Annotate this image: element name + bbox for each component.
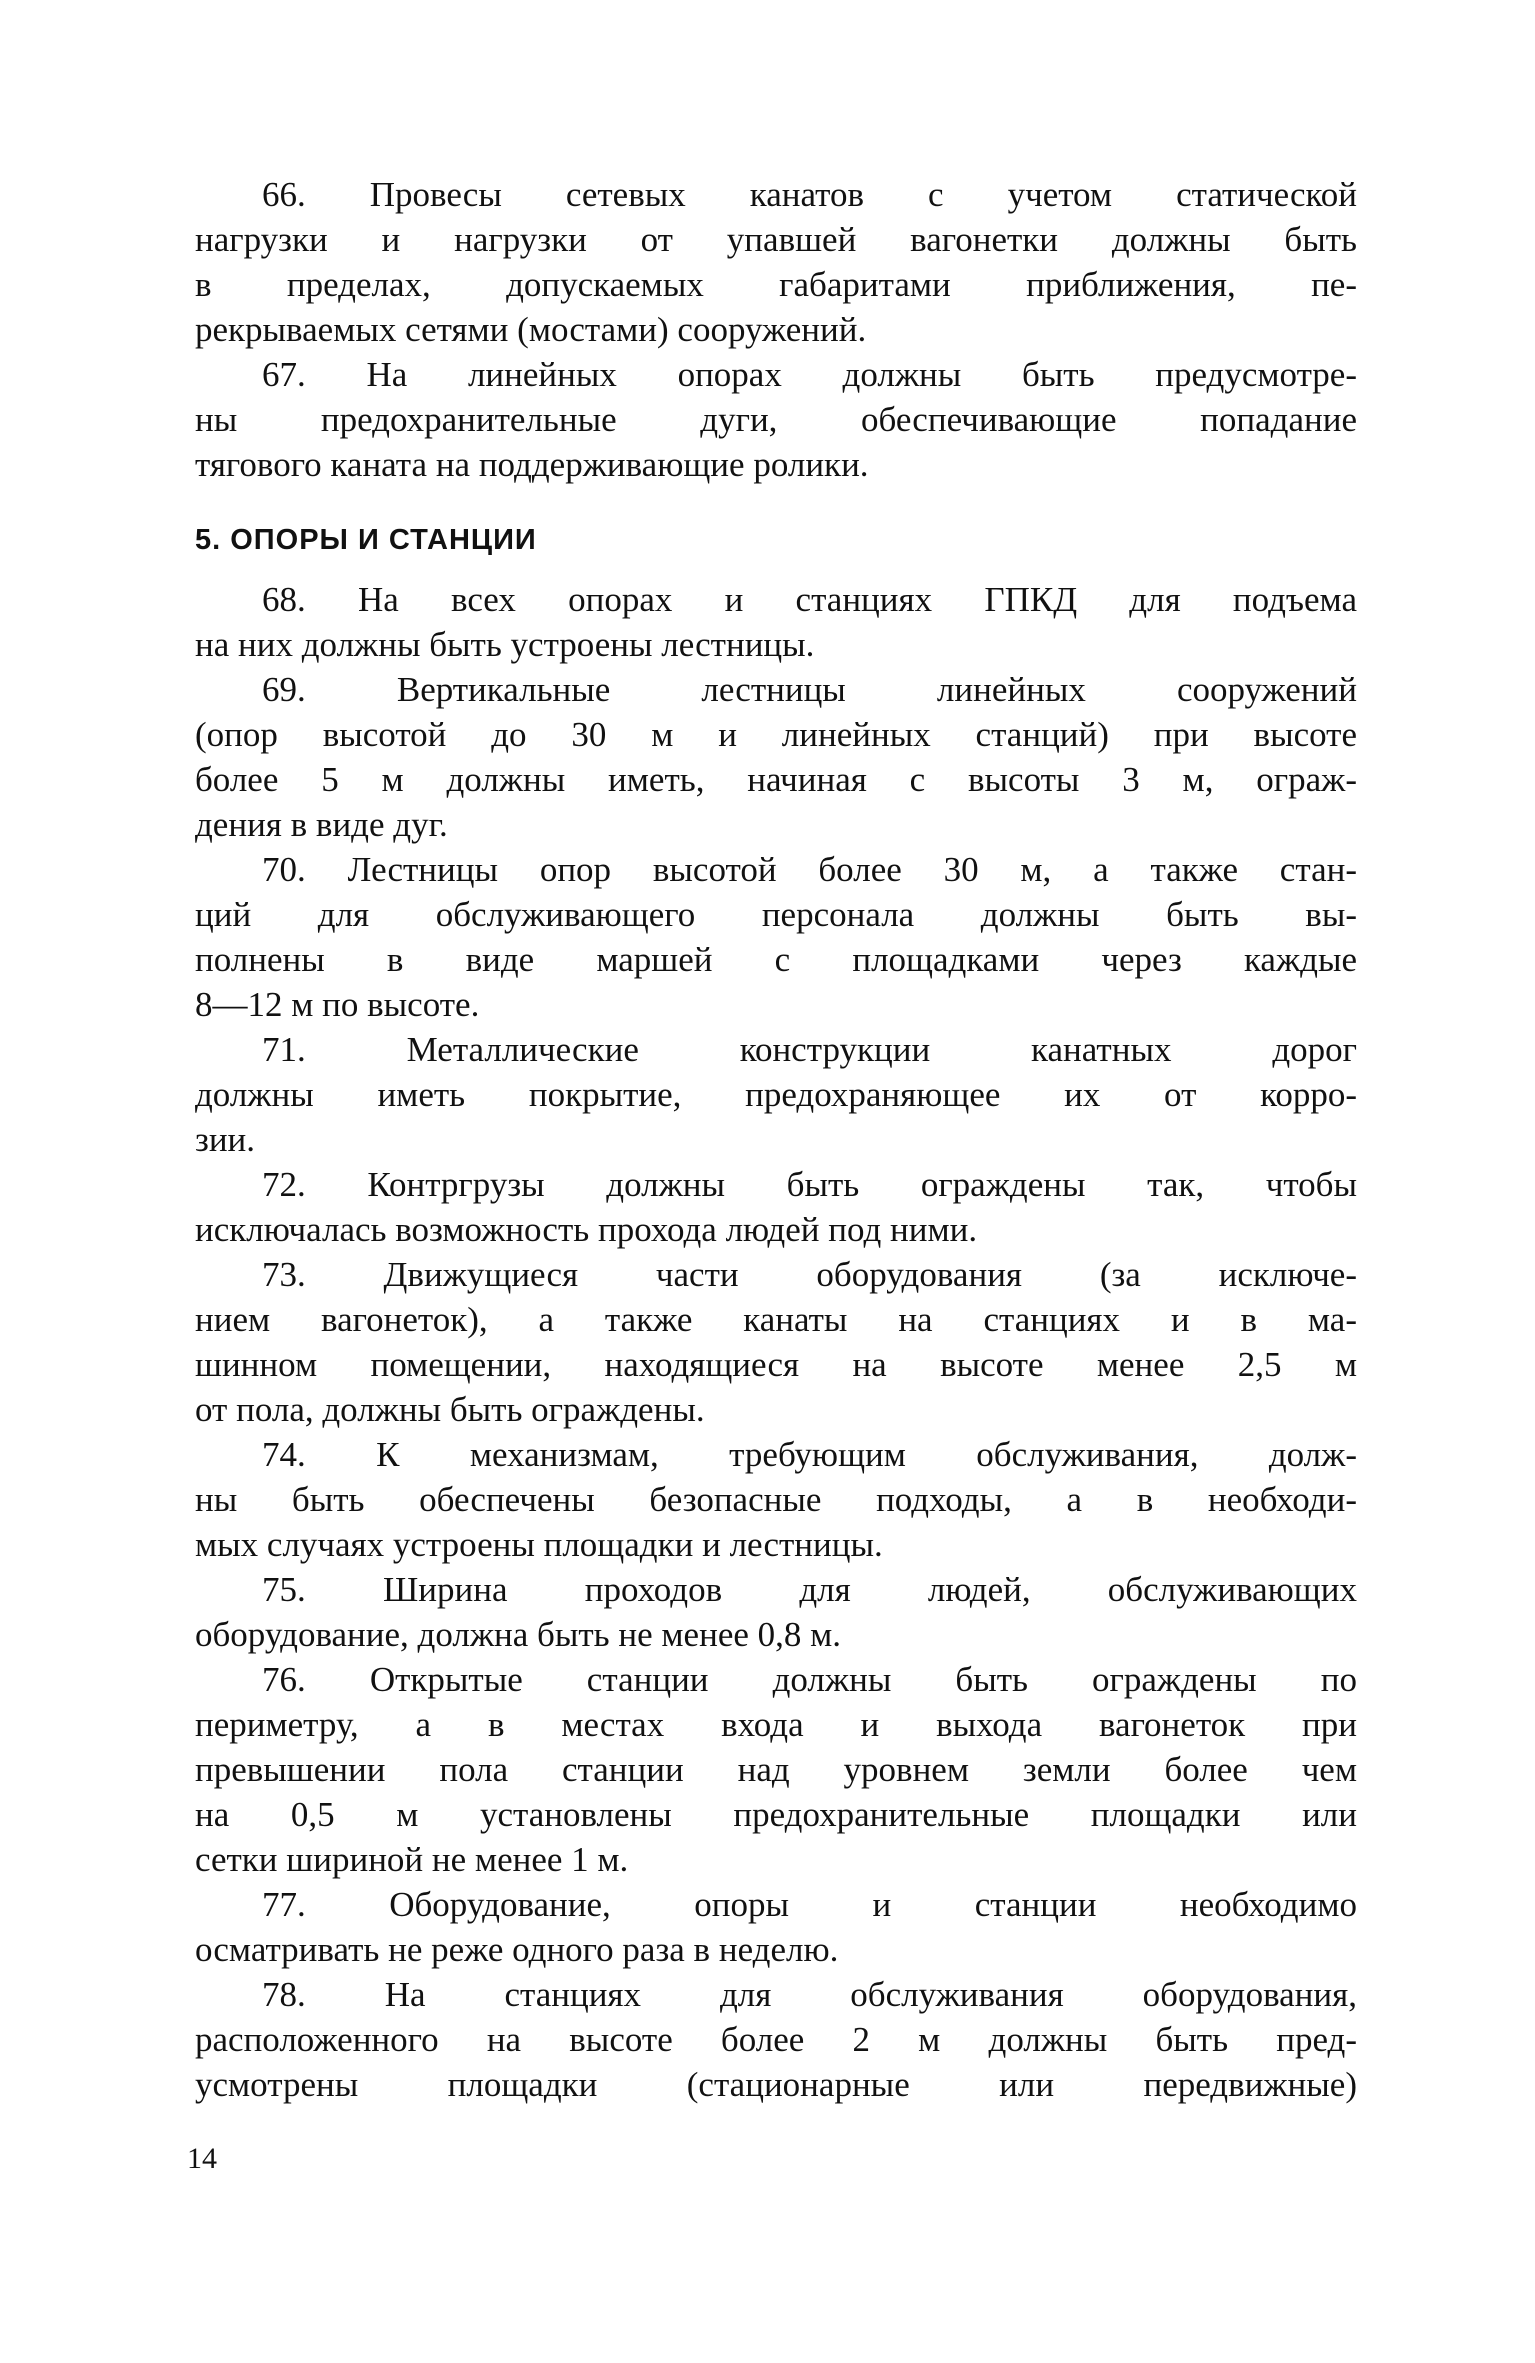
text-line: 76. Открытые станции должны быть ограждены по xyxy=(262,1660,1357,1699)
paragraph xyxy=(195,1882,1357,1972)
page-body xyxy=(195,172,1357,2107)
paragraph xyxy=(195,352,1357,487)
text-line: исключалась возможность прохода людей под ними. xyxy=(195,1210,978,1249)
paragraph xyxy=(195,577,1357,667)
text-line: ны предохранительные дуги, обеспечивающие попадание xyxy=(195,400,1357,439)
text-line: тягового каната на поддерживающие ролики. xyxy=(195,445,869,484)
text-line: 70. Лестницы опор высотой более 30 м, а также стан- xyxy=(262,850,1357,889)
paragraph xyxy=(195,1252,1357,1432)
paragraph xyxy=(195,1657,1357,1882)
paragraph xyxy=(195,1567,1357,1657)
paragraphs-before xyxy=(195,172,1357,487)
text-line: 78. На станциях для обслуживания оборудования, xyxy=(262,1975,1357,2014)
text-line: периметру, а в местах входа и выхода вагонеток при xyxy=(195,1705,1357,1744)
paragraphs-after xyxy=(195,577,1357,2107)
paragraph xyxy=(195,1972,1357,2107)
text-line: усмотрены площадки (стационарные или передвижные) xyxy=(195,2065,1357,2104)
paragraph xyxy=(195,847,1357,1027)
page-number: 14 xyxy=(187,2142,217,2175)
text-line: расположенного на высоте более 2 м должны быть пред- xyxy=(195,2020,1357,2059)
paragraph xyxy=(195,1162,1357,1252)
text-line: (опор высотой до 30 м и линейных станций) при высоте xyxy=(195,715,1357,754)
text-line: превышении пола станции над уровнем земли более чем xyxy=(195,1750,1357,1789)
text-line: нием вагонеток), а также канаты на станциях и в ма- xyxy=(195,1300,1357,1339)
paragraph xyxy=(195,1027,1357,1162)
text-line: должны иметь покрытие, предохраняющее их от корро- xyxy=(195,1075,1357,1114)
section-heading: 5. ОПОРЫ И СТАНЦИИ xyxy=(195,524,537,556)
text-line: 67. На линейных опорах должны быть предусмотре- xyxy=(262,355,1357,394)
text-line: 68. На всех опорах и станциях ГПКД для подъема xyxy=(262,580,1357,619)
text-line: 71. Металлические конструкции канатных дорог xyxy=(262,1030,1357,1069)
text-line: 74. К механизмам, требующим обслуживания, долж- xyxy=(262,1435,1357,1474)
paragraph xyxy=(195,667,1357,847)
text-line: мых случаях устроены площадки и лестницы. xyxy=(195,1525,883,1564)
text-line: ны быть обеспечены безопасные подходы, а в необходи- xyxy=(195,1480,1357,1519)
text-line: 75. Ширина проходов для людей, обслуживающих xyxy=(262,1570,1357,1609)
text-line: осматривать не реже одного раза в неделю. xyxy=(195,1930,839,1969)
text-line: дения в виде дуг. xyxy=(195,805,448,844)
text-line: зии. xyxy=(195,1120,256,1159)
paragraph xyxy=(195,172,1357,352)
text-line: сетки шириной не менее 1 м. xyxy=(195,1840,629,1879)
text-line: шинном помещении, находящиеся на высоте менее 2,5 м xyxy=(195,1345,1357,1384)
text-line: нагрузки и нагрузки от упавшей вагонетки должны быть xyxy=(195,220,1357,259)
text-line: 73. Движущиеся части оборудования (за исключе- xyxy=(262,1255,1357,1294)
text-line: рекрываемых сетями (мостами) сооружений. xyxy=(195,310,867,349)
text-line: полнены в виде маршей с площадками через каждые xyxy=(195,940,1357,979)
text-line: от пола, должны быть ограждены. xyxy=(195,1390,705,1429)
text-line: ций для обслуживающего персонала должны быть вы- xyxy=(195,895,1357,934)
text-line: 69. Вертикальные лестницы линейных сооружений xyxy=(262,670,1357,709)
text-line: 66. Провесы сетевых канатов с учетом статической xyxy=(262,175,1357,214)
text-line: на 0,5 м установлены предохранительные площадки или xyxy=(195,1795,1357,1834)
text-line: оборудование, должна быть не менее 0,8 м. xyxy=(195,1615,842,1654)
text-line: 8—12 м по высоте. xyxy=(195,985,480,1024)
text-line: 72. Контргрузы должны быть ограждены так, чтобы xyxy=(262,1165,1357,1204)
paragraph xyxy=(195,1432,1357,1567)
text-line: 77. Оборудование, опоры и станции необходимо xyxy=(262,1885,1357,1924)
text-line: более 5 м должны иметь, начиная с высоты 3 м, ограж- xyxy=(195,760,1357,799)
text-line: в пределах, допускаемых габаритами приближения, пе- xyxy=(195,265,1357,304)
text-line: на них должны быть устроены лестницы. xyxy=(195,625,815,664)
